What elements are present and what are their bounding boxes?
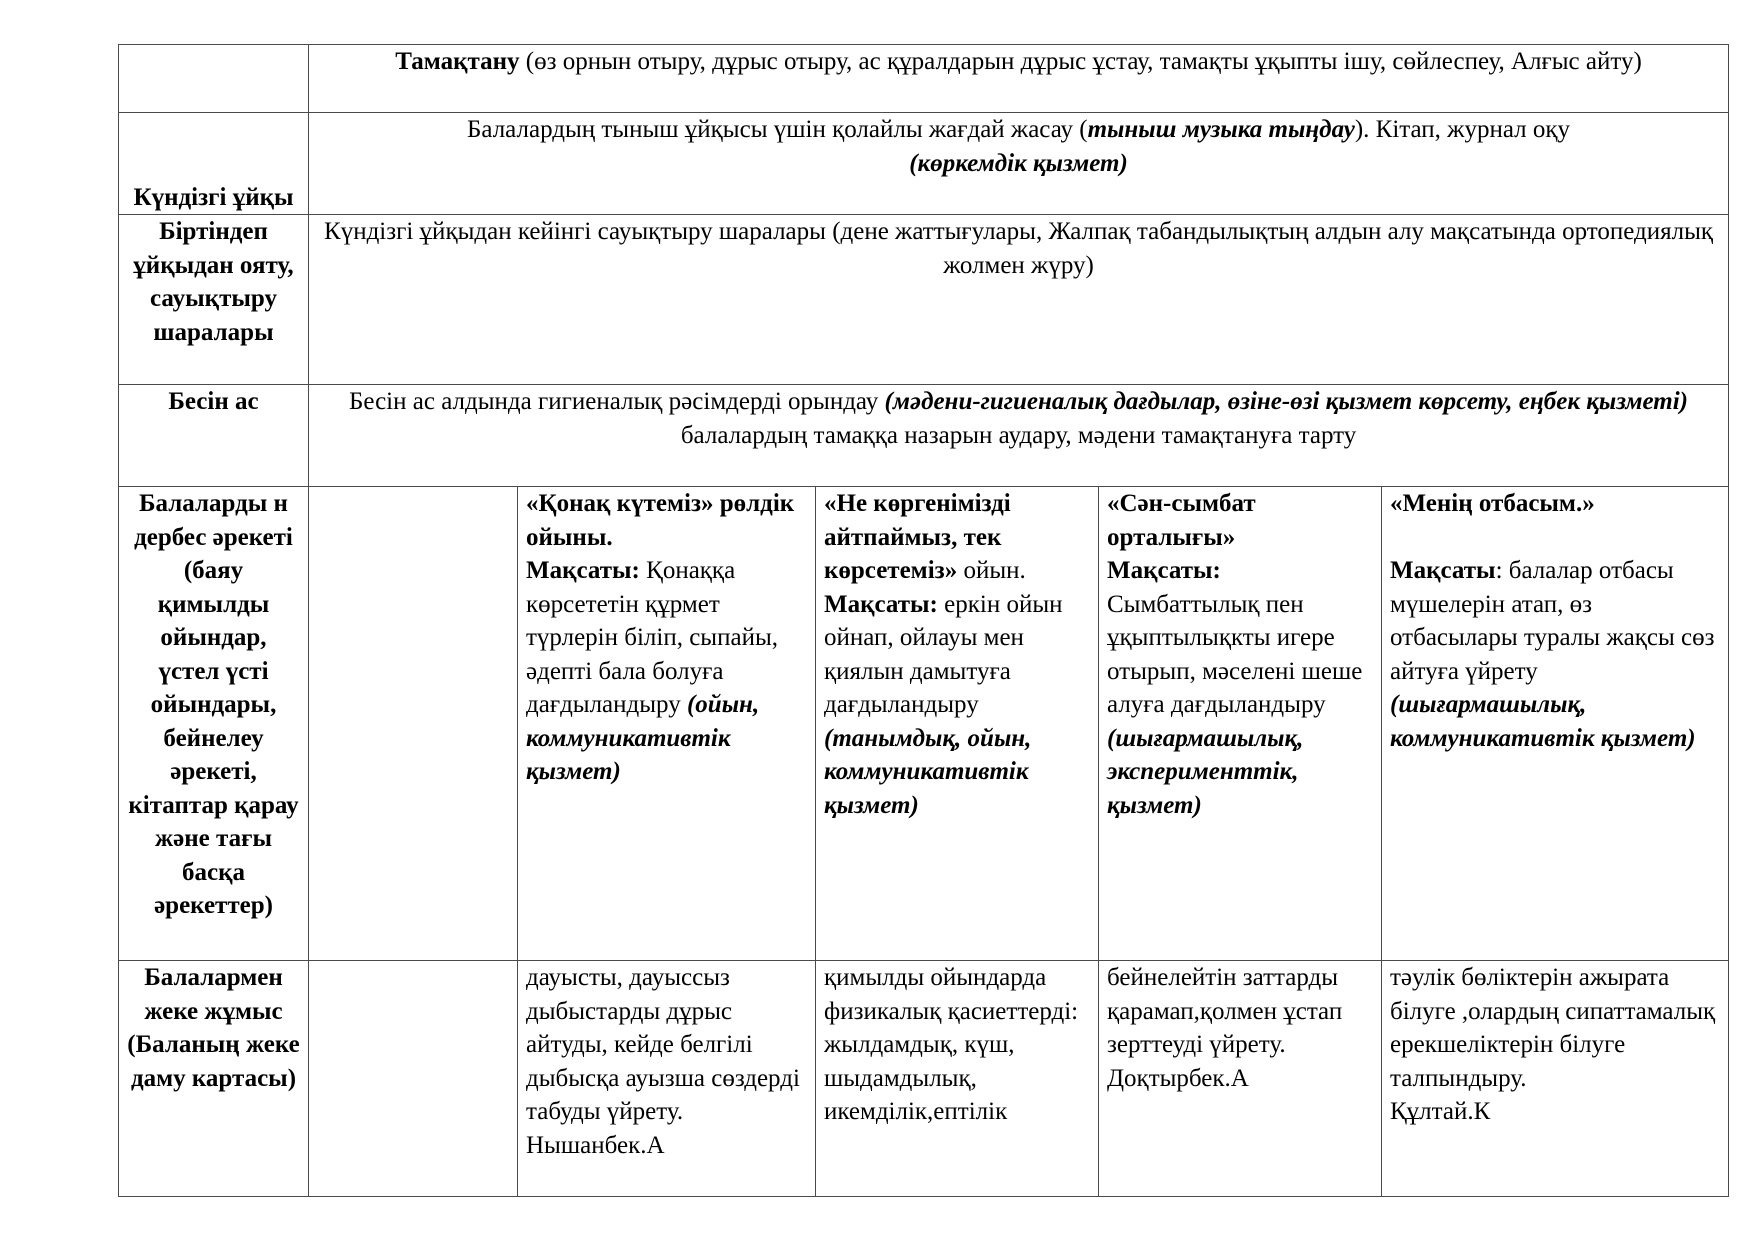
derbes-activity-cell <box>518 487 816 961</box>
zheke-child-name: Доқтырбек.А <box>1107 1064 1249 1092</box>
birtindep-content: Күндізгі ұйқыдан кейінгі сауықтыру шаралары (дене жаттығулары, Жалпақ табандылықтың алдын алу мақсатында ортопедиялық жолмен жүру) <box>309 215 1729 385</box>
besin-italic: (мәдени-гигиеналық дағдылар, өзіне-өзі қызмет көрсету, еңбек қызметі) <box>884 388 1689 415</box>
activity-goal: : балалар отбасы мүшелерін атап, өз отбасылары туралы жақсы сөз айтуға үйрету <box>1390 557 1715 685</box>
activity-title: «Менің отбасым.» <box>1390 490 1595 517</box>
derbes-activity-cell <box>816 487 1099 961</box>
zheke-empty-cell <box>309 961 518 1197</box>
row-zheke <box>119 961 1729 1197</box>
row-label-zheke: Балалармен жеке жұмыс (Баланың жеке даму картасы) <box>119 961 309 1197</box>
row-label-besin: Бесін ас <box>119 385 309 487</box>
row-kundizgi <box>119 113 1729 215</box>
activity-goal: Қонаққа көрсететін құрмет түрлерін біліп, сыпайы, әдепті бала болуға дағдыландыру <box>526 557 779 718</box>
kundizgi-text-before: Балалардың тыныш ұйқысы үшін қолайлы жағдай жасау ( <box>467 116 1088 143</box>
zheke-cell <box>1099 961 1382 1197</box>
zheke-cell <box>518 961 816 1197</box>
activity-type: (танымдық, ойын, коммуникативтік қызмет) <box>824 724 1032 819</box>
kundizgi-italic-2: (көркемдік қызмет) <box>909 149 1128 177</box>
activity-type: (шығармашылық, эксперименттік, қызмет) <box>1107 724 1304 819</box>
besin-text: Бесін ас алдында гигиеналық рәсімдерді орындау <box>349 388 885 415</box>
zheke-cell <box>816 961 1099 1197</box>
zheke-text: қимылды ойындарда физикалық қасиеттерді: жылдамдық, күш, шыдамдылық, икемділік,ептілік <box>824 964 1079 1125</box>
activity-goal-label: Мақсаты <box>1390 557 1496 584</box>
zheke-child-name: Құлтай.К <box>1390 1098 1491 1125</box>
activity-goal: еркін ойын ойнап, ойлауы мен қиялын дамытуға дағдыландыру <box>824 590 1063 718</box>
row-label-birtindep: Біртіндеп ұйқыдан ояту, сауықтыру шаралары <box>119 215 309 385</box>
row-label-derbes: Балаларды н дербес әрекеті (баяу қимылды ойындар, үстел үсті ойындары, бейнелеу әрекеті, кітаптар қарау және тағы басқа әрекеттер) <box>119 487 309 961</box>
activity-title-rest: ойын. <box>957 557 1026 584</box>
activity-goal-label: Мақсаты: <box>1107 557 1221 584</box>
zheke-cell <box>1382 961 1729 1197</box>
activity-title: «Қонақ күтеміз» рөлдік ойыны. <box>526 490 795 551</box>
derbes-empty-cell <box>309 487 518 961</box>
row-tamaktanu <box>119 45 1729 113</box>
row-label-kundizgi: Күндізгі ұйқы <box>119 113 309 215</box>
tamaktanu-text: (өз орнын отыру, дұрыс отыру, ас құралдарын дұрыс ұстау, тамақты ұқыпты ішу, сөйлеспеу, Алғыс айту) <box>519 48 1642 75</box>
activity-goal: Сымбаттылық пен ұқыптылықкты игере отырып, мәселені шеше алуға дағдыландыру <box>1107 590 1363 718</box>
kundizgi-content <box>309 113 1729 215</box>
derbes-activity-cell <box>1382 487 1729 961</box>
daily-schedule-table <box>118 44 1729 1197</box>
besin-content <box>309 385 1729 487</box>
row-label-tamaktanu <box>119 45 309 113</box>
zheke-text: дауысты, дауыссыз дыбыстарды дұрыс айтуды, кейде белгілі дыбысқа ауызша сөздерді табуды үйрету. <box>526 964 800 1125</box>
activity-type: (шығармашылық, коммуникативтік қызмет) <box>1390 691 1696 752</box>
row-besin <box>119 385 1729 487</box>
zheke-child-name: Нышанбек.А <box>526 1131 665 1159</box>
besin-line2: балалардың тамаққа назарын аудару, мәдени тамақтануға тарту <box>680 421 1357 449</box>
tamaktanu-content <box>309 45 1729 113</box>
kundizgi-text-after: ). Кітап, журнал оқу <box>1354 116 1571 143</box>
activity-goal-label: Мақсаты: <box>824 590 938 618</box>
activity-goal-label: Мақсаты: <box>526 557 640 584</box>
tamaktanu-title: Тамақтану <box>395 48 520 75</box>
zheke-text: бейнелейтін заттарды қарамап,қолмен ұстап зерттеуді үйрету. <box>1107 964 1343 1058</box>
derbes-activity-cell <box>1099 487 1382 961</box>
activity-type: (ойын, коммуникативтік қызмет) <box>526 691 760 785</box>
row-birtindep <box>119 215 1729 385</box>
activity-title: «Сән-сымбат орталығы» <box>1107 490 1256 551</box>
row-derbes <box>119 487 1729 961</box>
zheke-text: тәулік бөліктерін ажырата білуге ,олардың сипаттамалық ерекшеліктерін білуге талпындыру. <box>1390 964 1716 1092</box>
activity-title: «Не көргенімізді айтпаймыз, тек көрсетеміз» <box>824 490 1011 584</box>
kundizgi-italic-1: тыныш музыка тыңдау <box>1087 116 1355 143</box>
